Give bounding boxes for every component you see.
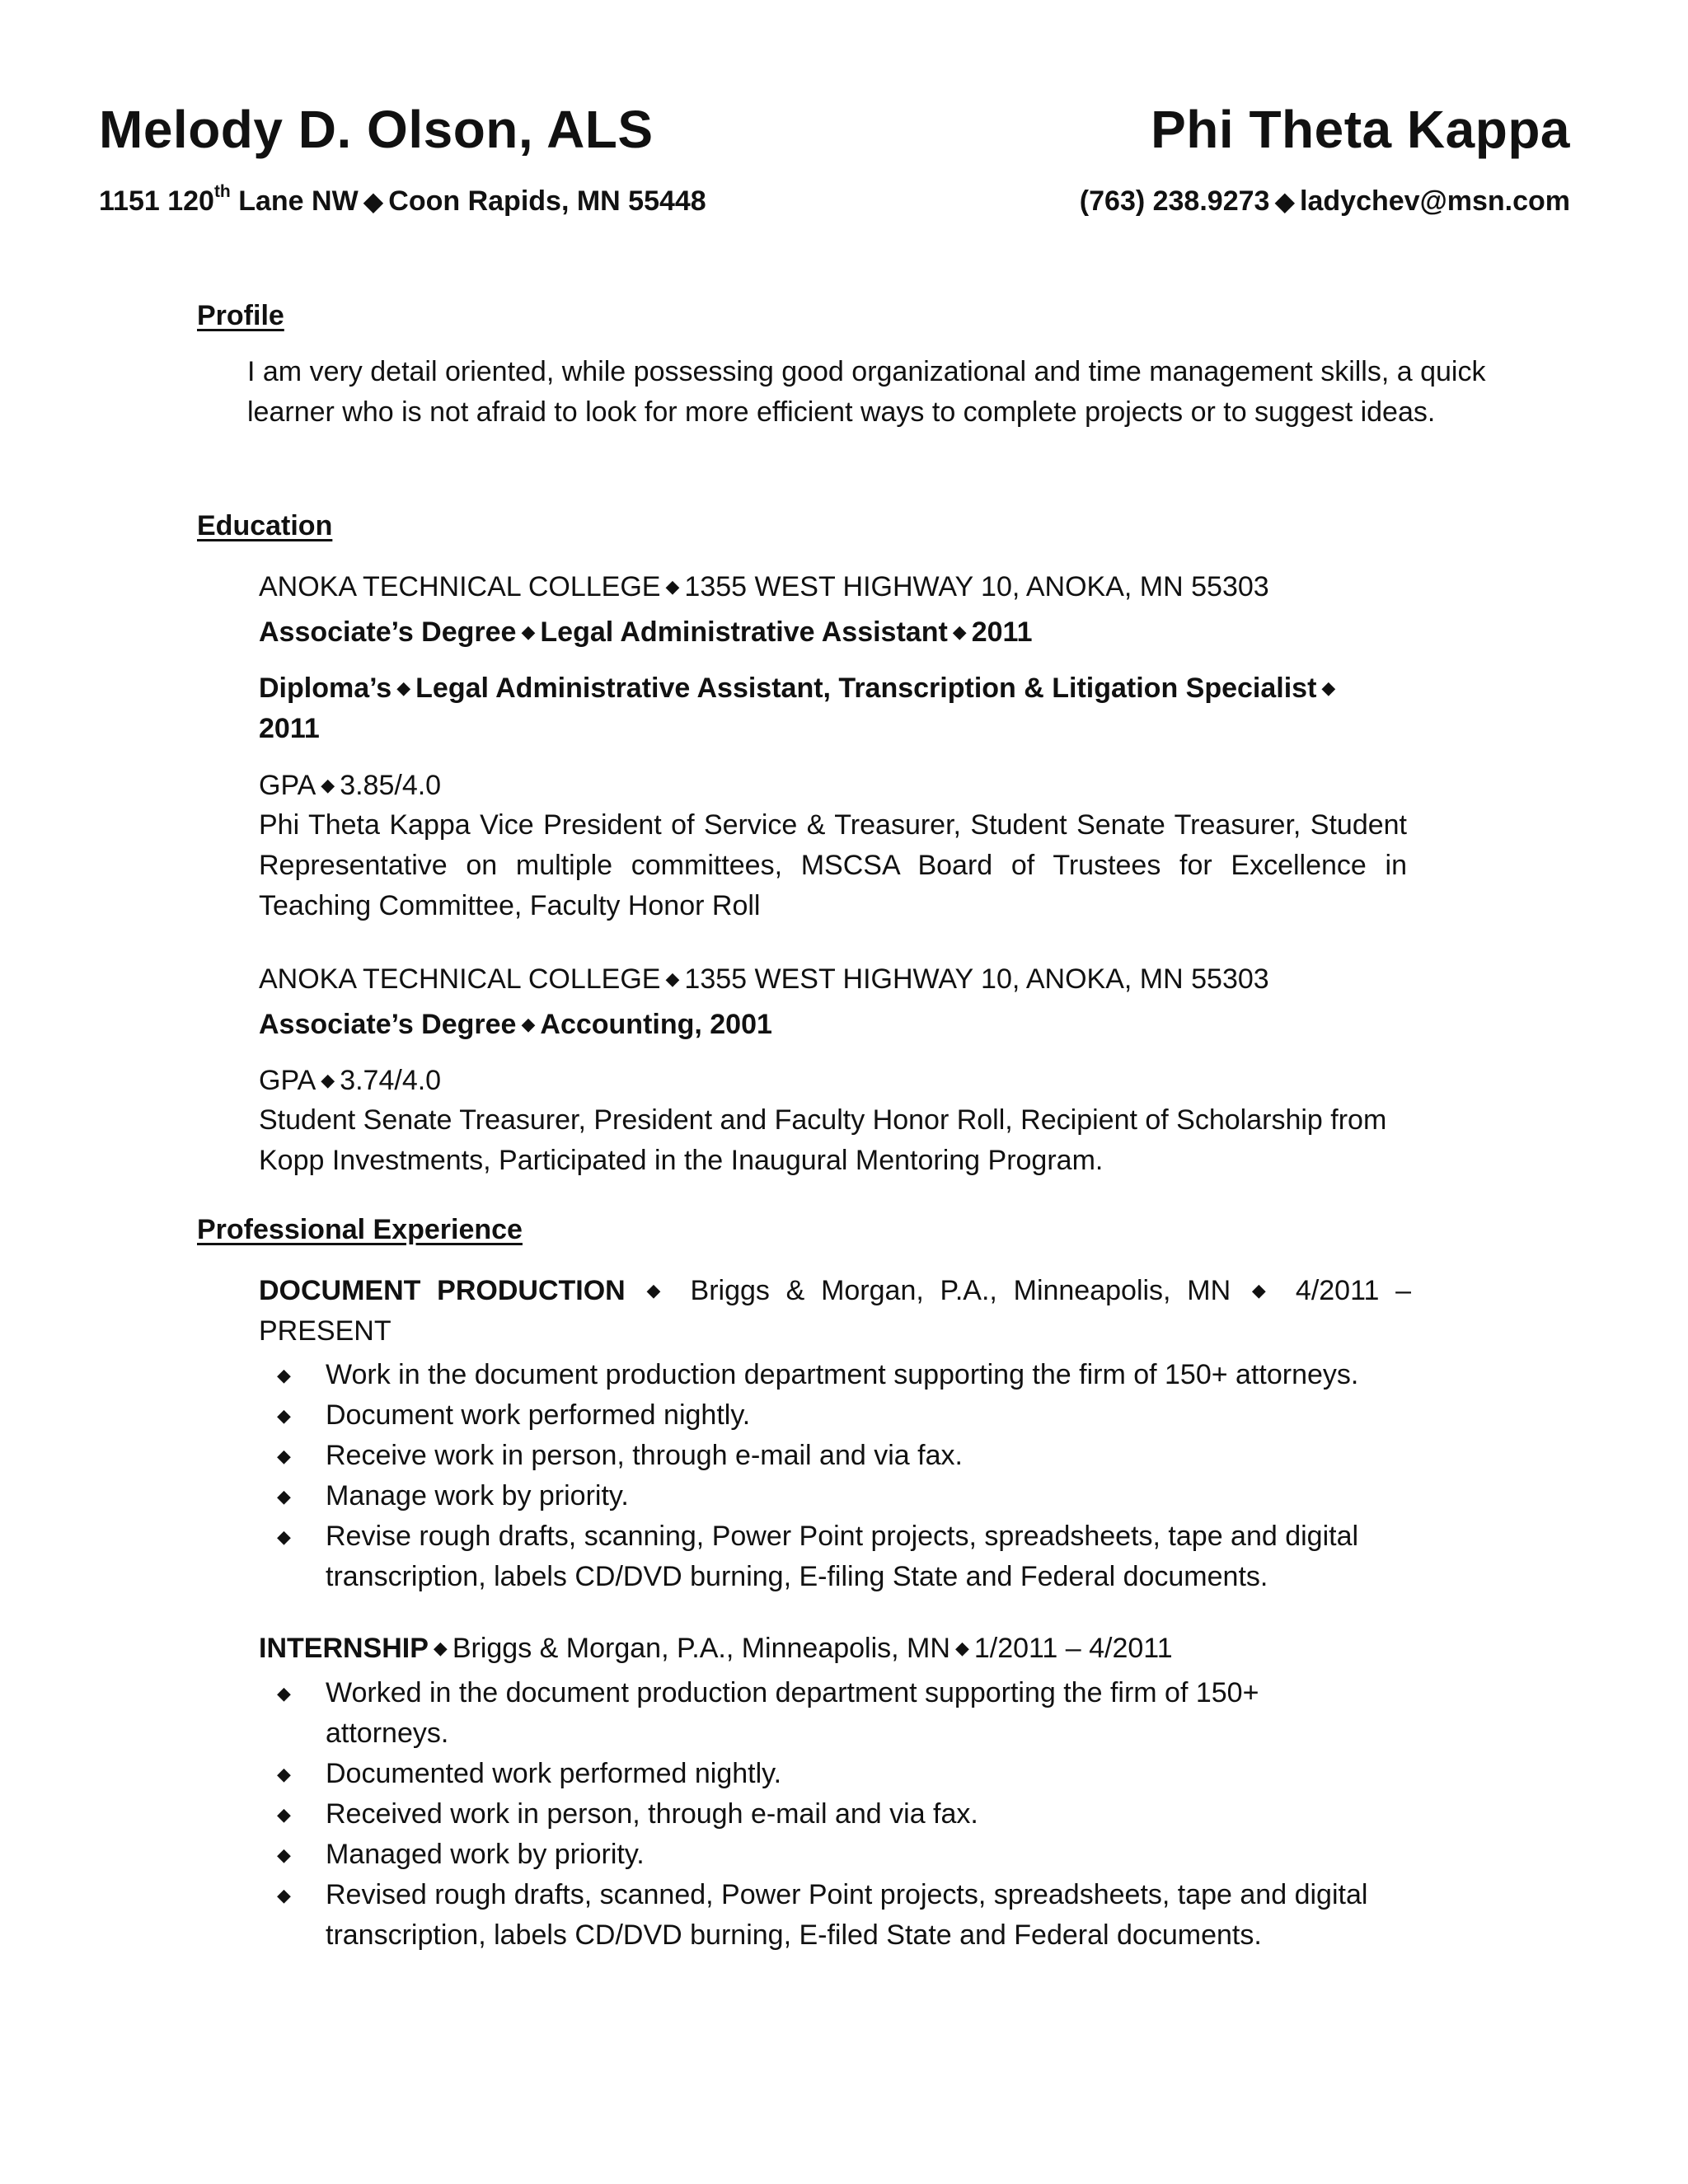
diamond-icon: ◆ (433, 1638, 448, 1658)
profile-heading: Profile (197, 300, 284, 331)
diamond-bullet-icon: ◆ (277, 1365, 291, 1385)
diamond-bullet-icon: ◆ (277, 1844, 291, 1865)
city: Coon Rapids, MN 55448 (388, 185, 706, 217)
diamond-icon: ◆ (521, 621, 536, 642)
diamond-bullet-icon: ◆ (277, 1764, 291, 1784)
candidate-name: Melody D. Olson, ALS (99, 100, 654, 159)
header-contact-row (99, 182, 1570, 218)
diamond-bullet-icon: ◆ (277, 1885, 291, 1905)
list-item: ◆ Document work performed nightly. (259, 1395, 1495, 1436)
job-duties-list (259, 1355, 1495, 1597)
profile-text: I am very detail oriented, while possessing good organizational and time management skills, a quick learner who is not afraid to look for more efficient ways to complete projects or to suggest ideas. (247, 356, 1486, 428)
diamond-icon: ◆ (1251, 1280, 1275, 1301)
edu-gpa-line: GPA ◆ 3.74/4.0 (259, 1065, 442, 1096)
diamond-bullet-icon: ◆ (277, 1526, 291, 1547)
diamond-icon: ◆ (1321, 677, 1336, 698)
job-duties-list (259, 1673, 1495, 1956)
honor-society: Phi Theta Kappa (1151, 100, 1570, 159)
contact-info (1080, 185, 1570, 218)
list-item: ◆ Managed work by priority. (259, 1835, 1495, 1875)
edu-honors: Phi Theta Kappa Vice President of Service & Treasurer, Student Senate Treasurer, Student Representative on multiple committees, MSCSA Board of Trustees for Excellence in Teaching Committee, Faculty Honor Roll (259, 809, 1407, 921)
diamond-icon: ◆ (521, 1014, 536, 1034)
diamond-bullet-icon: ◆ (277, 1804, 291, 1825)
education-heading: Education (197, 510, 333, 541)
diamond-icon: ◆ (665, 968, 680, 989)
diamond-bullet-icon: ◆ (277, 1405, 291, 1426)
diamond-bullet-icon: ◆ (277, 1486, 291, 1507)
edu-honors: Student Senate Treasurer, President and Faculty Honor Roll, Recipient of Scholarship from Kopp Investments, Participated in the Inaugural Mentoring Program. (259, 1104, 1387, 1176)
phone: (763) 238.9273 (1079, 185, 1270, 217)
address: 1151 120th Lane NW ◆ Coon Rapids, MN 55448 (99, 182, 706, 217)
edu-degree-line: Associate’s Degree ◆ Accounting, 2001 (259, 1009, 772, 1040)
diamond-icon: ◆ (952, 621, 967, 642)
diamond-bullet-icon: ◆ (277, 1446, 291, 1466)
diamond-icon: ◆ (646, 1280, 669, 1301)
header-title-row (99, 99, 1570, 160)
job-title-line: DOCUMENT PRODUCTION ◆ Briggs & Morgan, P.A., Minneapolis, MN ◆ 4/2011 – PRESENT (259, 1275, 1412, 1347)
diamond-icon: ◆ (665, 576, 680, 597)
edu-school-line: ANOKA TECHNICAL COLLEGE ◆ 1355 WEST HIGHWAY 10, ANOKA, MN 55303 (259, 571, 1269, 602)
list-item: ◆ Revised rough drafts, scanned, Power Point projects, spreadsheets, tape and digital transcription, labels CD/DVD burning, E-filed State and Federal documents. (259, 1875, 1495, 1956)
list-item: ◆ Received work in person, through e-mail and via fax. (259, 1794, 1495, 1835)
diamond-icon: ◆ (1274, 186, 1296, 216)
diamond-icon: ◆ (954, 1638, 969, 1658)
diamond-bullet-icon: ◆ (277, 1683, 291, 1704)
edu-degree-line: Associate’s Degree ◆ Legal Administrative Assistant ◆ 2011 (259, 616, 1033, 648)
list-item: ◆ Receive work in person, through e-mail and via fax. (259, 1436, 1495, 1476)
diamond-icon: ◆ (321, 1070, 335, 1090)
list-item: ◆ Worked in the document production department supporting the firm of 150+ attorneys. (259, 1673, 1495, 1754)
edu-diploma-line: Diploma’s ◆ Legal Administrative Assistant, Transcription & Litigation Specialist ◆ 2011 (259, 668, 1396, 749)
diamond-icon: ◆ (321, 775, 335, 795)
list-item: ◆ Work in the document production department supporting the firm of 150+ attorneys. (259, 1355, 1495, 1395)
list-item: ◆ Manage work by priority. (259, 1476, 1495, 1516)
list-item: ◆ Documented work performed nightly. (259, 1754, 1495, 1794)
edu-gpa-line: GPA ◆ 3.85/4.0 (259, 770, 442, 801)
email-link[interactable]: ladychev@msn.com (1300, 185, 1570, 217)
diamond-icon: ◆ (363, 186, 384, 216)
list-item: ◆ Revise rough drafts, scanning, Power Point projects, spreadsheets, tape and digital transcription, labels CD/DVD burning, E-filing State and Federal documents. (259, 1516, 1495, 1597)
job-title-line: INTERNSHIP ◆ Briggs & Morgan, P.A., Minneapolis, MN ◆ 1/2011 – 4/2011 (259, 1633, 1173, 1664)
diamond-icon: ◆ (396, 677, 411, 698)
edu-school-line: ANOKA TECHNICAL COLLEGE ◆ 1355 WEST HIGHWAY 10, ANOKA, MN 55303 (259, 963, 1269, 995)
experience-heading: Professional Experience (197, 1214, 523, 1245)
